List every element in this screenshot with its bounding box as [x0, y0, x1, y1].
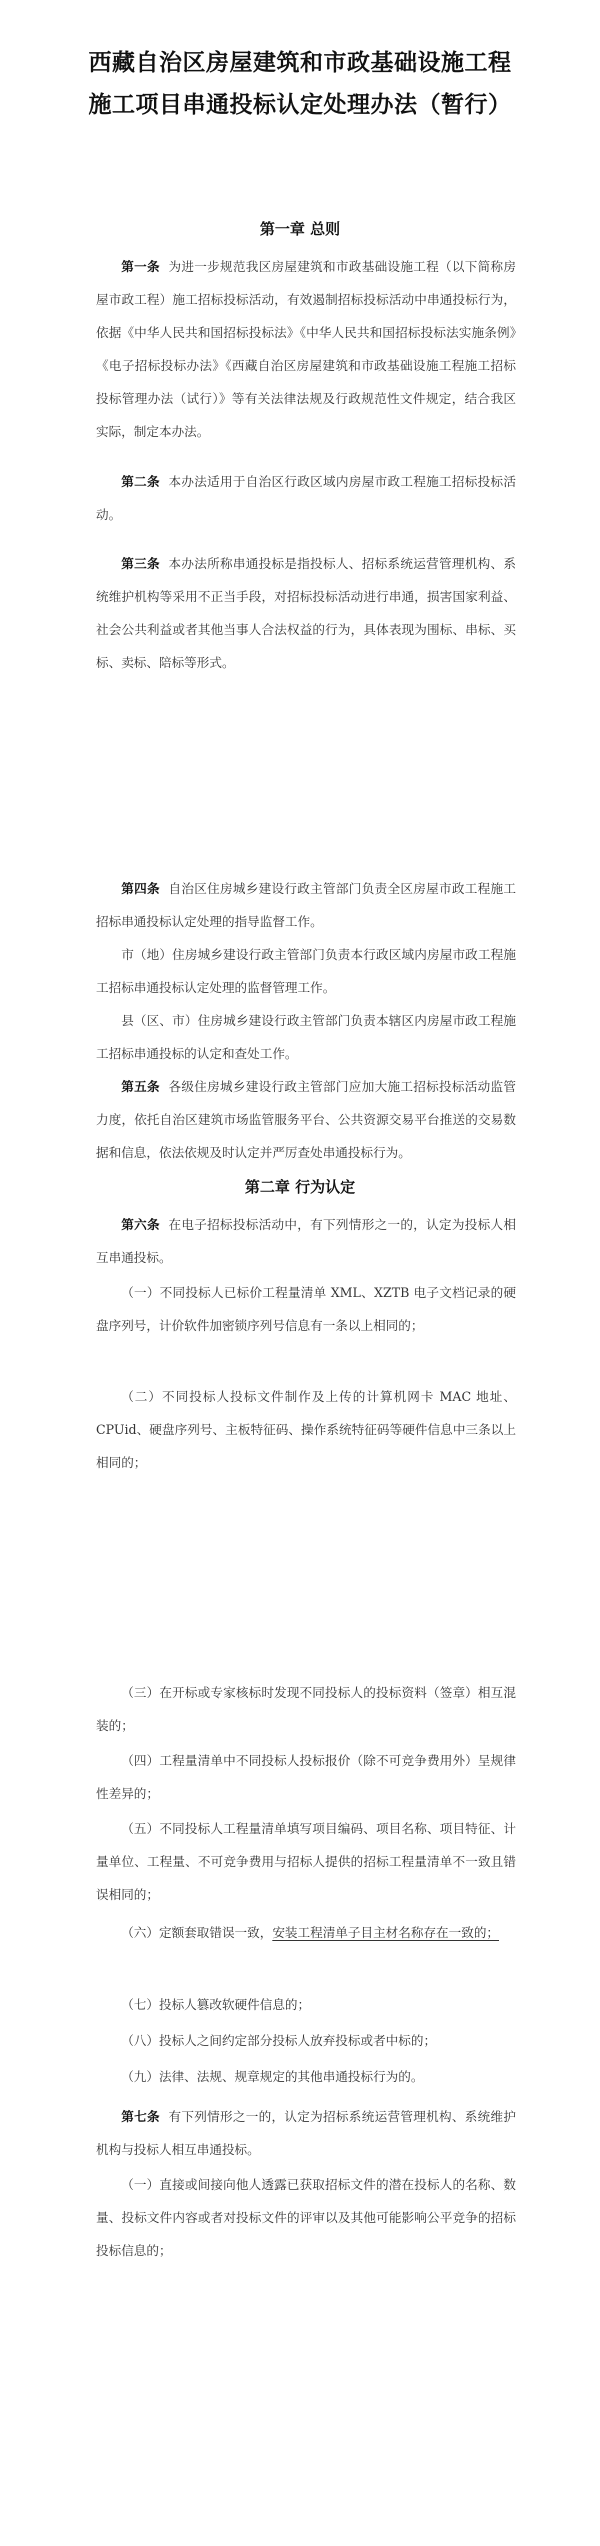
article-6 [96, 1208, 516, 1274]
article-label: 第五条 [121, 1079, 160, 1094]
item-7-1: （一）直接或间接向他人透露已获取招标文件的潜在投标人的名称、数量、投标文件内容或者对投标文件的评审以及其他可能影响公平竞争的招标投标信息的； [96, 2177, 516, 2258]
article-text: 本办法适用于自治区行政区域内房屋市政工程施工招标投标活动。 [96, 474, 517, 522]
item-9: （九）法律、法规、规章规定的其他串通投标行为的。 [121, 2069, 424, 2084]
document-title-line-1: 西藏自治区房屋建筑和市政基础设施工程 [88, 50, 512, 76]
item-2: （二）不同投标人投标文件制作及上传的计算机网卡 MAC 地址、CPUid、硬盘序列号、主板特征码、操作系统特征码等硬件信息中三条以上相同的； [96, 1389, 516, 1470]
article-2 [96, 465, 516, 531]
article-label: 第六条 [121, 1217, 160, 1232]
document-title-line-2: 施工项目串通投标认定处理办法（暂行） [88, 92, 512, 118]
article-label: 第七条 [121, 2109, 160, 2124]
article-text: 为进一步规范我区房屋建筑和市政基础设施工程（以下简称房屋市政工程）施工招标投标活动，有效遏制招标投标活动中串通投标行为，依据《中华人民共和国招标投标法》《中华人民共和国招标投标法实施条例》《电子招标投标办法》《西藏自治区房屋建筑和市政基础设施工程施工招标投标管理办法（试行）》等有关法律法规及行政规范性文件规定，结合我区实际，制定本办法。 [96, 259, 517, 439]
article-text: 本办法所称串通投标是指投标人、招标系统运营管理机构、系统维护机构等采用不正当手段，对招标投标活动进行串通，损害国家利益、社会公共利益或者其他当事人合法权益的行为，具体表现为围标、串标、买标、卖标、陪标等形式。 [96, 556, 517, 670]
item-4: （四）工程量清单中不同投标人投标报价（除不可竞争费用外）呈规律性差异的； [96, 1753, 516, 1801]
item-6-underlined-text: 安装工程清单子目主材名称存在一致的； [272, 1925, 499, 1940]
article-text: 有下列情形之一的，认定为招标系统运营管理机构、系统维护机构与投标人相互串通投标。 [96, 2109, 517, 2157]
paragraph-4c: 县（区、市）住房城乡建设行政主管部门负责本辖区内房屋市政工程施工招标串通投标的认定和查处工作。 [96, 1013, 516, 1061]
article-text: 各级住房城乡建设行政主管部门应加大施工招标投标活动监管力度，依托自治区建筑市场监管服务平台、公共资源交易平台推送的交易数据和信息，依法依规及时认定并严厉查处串通投标行为。 [96, 1079, 517, 1160]
article-label: 第二条 [121, 474, 160, 489]
article-label: 第一条 [121, 259, 160, 274]
article-3 [96, 547, 516, 679]
paragraph-4b: 市（地）住房城乡建设行政主管部门负责本行政区域内房屋市政工程施工招标串通投标认定处理的监督管理工作。 [96, 947, 516, 995]
item-8: （八）投标人之间约定部分投标人放弃投标或者中标的； [121, 2033, 437, 2048]
item-6-text: （六）定额套取错误一致， [121, 1925, 273, 1940]
article-text: 在电子招标投标活动中，有下列情形之一的，认定为投标人相互串通投标。 [96, 1217, 517, 1265]
article-7 [96, 2100, 516, 2166]
item-1: （一）不同投标人已标价工程量清单 XML、XZTB 电子文档记录的硬盘序列号，计价软件加密锁序列号信息有一条以上相同的； [96, 1285, 516, 1333]
chapter-heading-1: 第一章 总则 [259, 220, 341, 238]
item-3: （三）在开标或专家核标时发现不同投标人的投标资料（签章）相互混装的； [96, 1685, 516, 1733]
article-label: 第三条 [121, 556, 160, 571]
article-label: 第四条 [121, 881, 160, 896]
item-6 [96, 1916, 516, 1949]
item-5: （五）不同投标人工程量清单填写项目编码、项目名称、项目特征、计量单位、工程量、不可竞争费用与招标人提供的招标工程量清单不一致且错误相同的； [96, 1821, 516, 1902]
article-4 [96, 872, 516, 938]
article-1 [96, 250, 516, 448]
article-text: 自治区住房城乡建设行政主管部门负责全区房屋市政工程施工招标串通投标认定处理的指导监督工作。 [96, 881, 517, 929]
chapter-heading-2: 第二章 行为认定 [244, 1178, 356, 1196]
item-7: （七）投标人篡改软硬件信息的； [121, 1997, 311, 2012]
article-5 [96, 1070, 516, 1169]
